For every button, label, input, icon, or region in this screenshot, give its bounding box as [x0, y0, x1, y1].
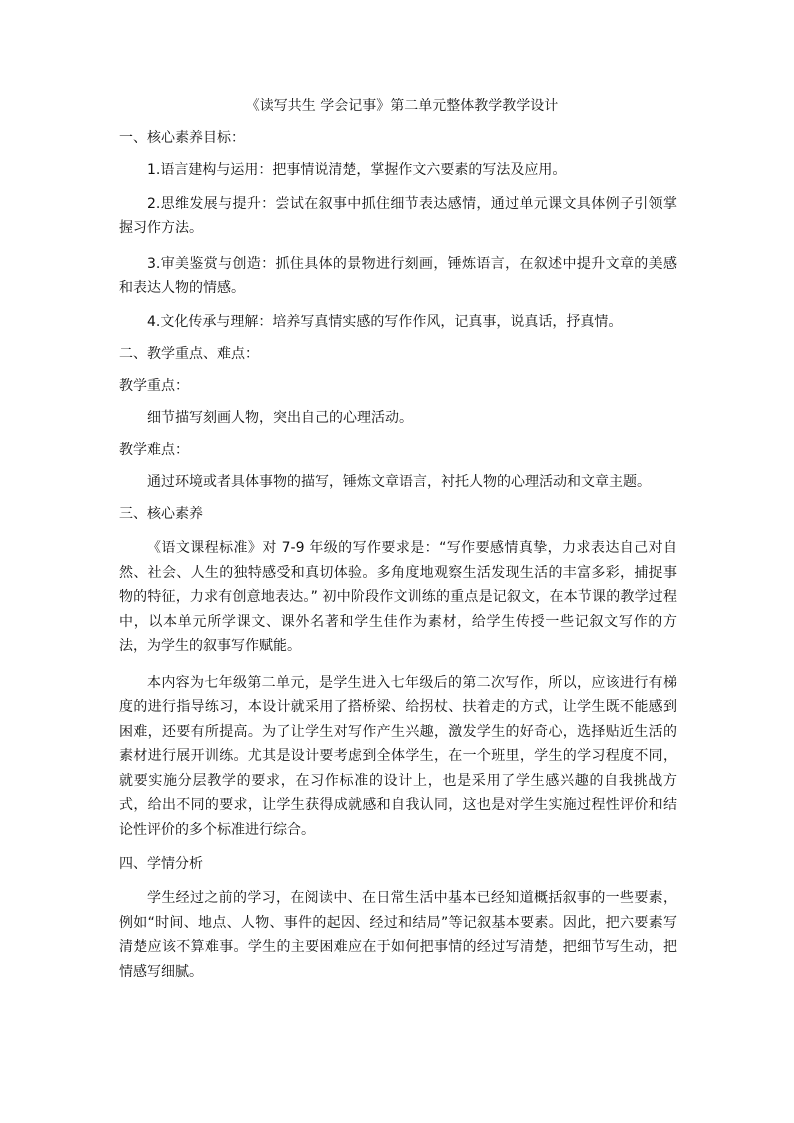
goal-paragraph-4: 4.文化传承与理解：培养写真情实感的写作作风，记真事，说真话，抒真情。	[147, 314, 623, 330]
section-heading-core-literacy: 三、核心素养	[119, 506, 203, 522]
document-title: 《读写共生 学会记事》第二单元整体教学教学设计	[245, 98, 559, 114]
difficulty-text: 通过环境或者具体事物的描写，锤炼文章语言，衬托人物的心理活动和文章主题。	[147, 474, 651, 490]
goal-paragraph-2: 2.思维发展与提升：尝试在叙事中抓住细节表达感情，通过单元课文具体例子引领掌握习作方法。	[119, 196, 677, 236]
difficulty-label: 教学难点：	[119, 442, 189, 458]
section-heading-key-points: 二、教学重点、难点：	[119, 346, 259, 362]
goal-paragraph-3: 3.审美鉴赏与创造：抓住具体的景物进行刻画，锤炼语言，在叙述中提升文章的美感和表达人物的情感。	[119, 256, 677, 296]
key-point-text: 细节描写刻画人物，突出自己的心理活动。	[147, 410, 413, 426]
section-heading-goals: 一、核心素养目标：	[119, 130, 245, 146]
key-point-label: 教学重点：	[119, 378, 189, 394]
document-body	[119, 96, 677, 996]
section-heading-student-analysis: 四、学情分析	[119, 856, 203, 872]
core-literacy-paragraph-2: 本内容为七年级第二单元，是学生进入七年级后的第二次写作，所以，应该进行有梯度的进行指导练习，本设计就采用了搭桥梁、给拐杖、扶着走的方式，让学生既不能感到困难，还要有所提高。为了让学生对写作产生兴趣，激发学生的好奇心，选择贴近生活的素材进行展开训练。尤其是设计要考虑到全体学生，在一个班里，学生的学习程度不同，就要实施分层教学的要求，在习作标准的设计上，也是采用了学生感兴趣的自我挑战方式，给出不同的要求，让学生获得成就感和自我认同，这也是对学生实施过程性评价和结论性评价的多个标准进行综合。	[119, 674, 677, 838]
core-literacy-paragraph-1: 《语文课程标准》对 7-9 年级的写作要求是：“写作要感情真挚，力求表达自己对自然、社会、人生的独特感受和真切体验。多角度地观察生活发现生活的丰富多彩，捕捉事物的特征，力求有创意地表达。” 初中阶段作文训练的重点是记叙文，在本节课的教学过程中，以本单元所学课文、课外名著和学生佳作为素材，给学生传授一些记叙文写作的方法，为学生的叙事写作赋能。	[119, 540, 677, 654]
goal-paragraph-1: 1.语言建构与运用：把事情说清楚，掌握作文六要素的写法及应用。	[147, 162, 567, 178]
student-analysis-paragraph: 学生经过之前的学习，在阅读中、在日常生活中基本已经知道概括叙事的一些要素，例如“时间、地点、人物、事件的起因、经过和结局”等记叙基本要素。因此，把六要素写清楚应该不算难事。学生的主要困难应在于如何把事情的经过写清楚，把细节写生动，把情感写细腻。	[119, 890, 677, 980]
